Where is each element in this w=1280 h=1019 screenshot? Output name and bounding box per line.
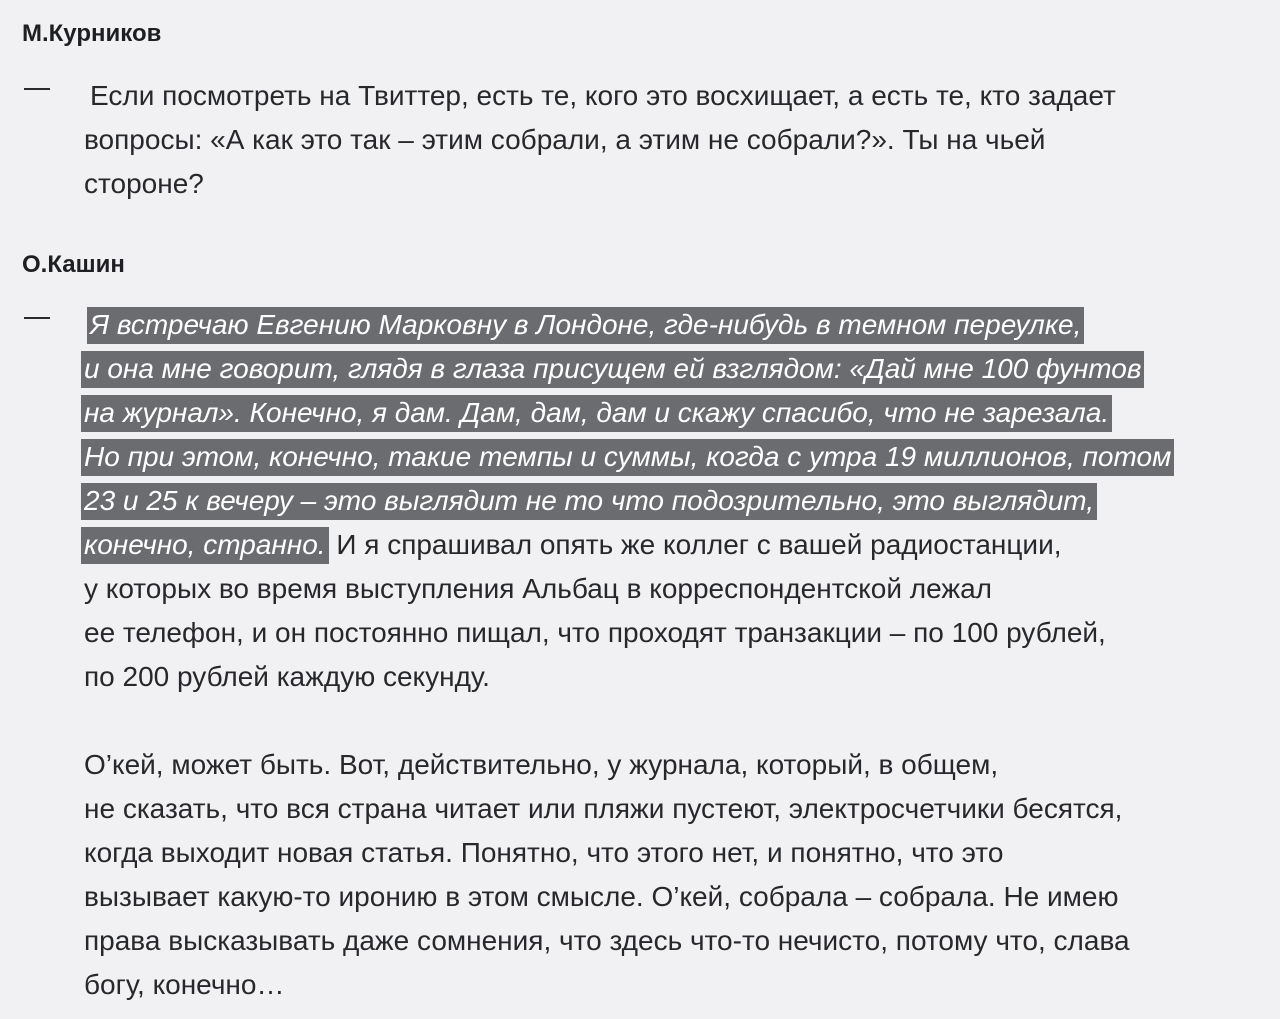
text-line: вызывает какую-то иронию в этом смысле. О’кей, собрала – собрала. Не имею bbox=[84, 881, 1119, 912]
text-line: О’кей, может быть. Вот, действительно, у журнала, который, в общем, bbox=[84, 749, 999, 780]
text-line: вопросы: «А как это так – этим собрали, а этим не собрали?». Ты на чьей bbox=[84, 124, 1046, 155]
text-line: права высказывать даже сомнения, что здесь что-то нечисто, потому что, слава bbox=[84, 925, 1130, 956]
speaker-name-kurnikov: М.Курников bbox=[22, 20, 162, 47]
reply-text-kashin bbox=[84, 303, 1174, 699]
highlighted-quote: 23 и 25 к вечеру – это выглядит не то что подозрительно, это выглядит, bbox=[81, 483, 1097, 520]
reply-paragraph-kashin-2 bbox=[84, 743, 1130, 1007]
text-line: не сказать, что вся страна читает или пляжи пустеют, электросчетчики бесятся, bbox=[84, 793, 1123, 824]
text-line bbox=[84, 391, 1174, 435]
highlighted-quote: и она мне говорит, глядя в глаза присущем ей взглядом: «Дай мне 100 фунтов bbox=[81, 351, 1144, 388]
text-line bbox=[84, 303, 1174, 347]
highlighted-quote: Я встречаю Евгению Марковну в Лондоне, где-нибудь в темном переулке, bbox=[87, 307, 1084, 344]
text-line bbox=[84, 479, 1174, 523]
continuation-text: И я спрашивал опять же коллег с вашей радиостанции, bbox=[328, 529, 1062, 560]
text-line: когда выходит новая статья. Понятно, что этого нет, и понятно, что это bbox=[84, 837, 1004, 868]
text-line bbox=[84, 523, 1174, 567]
text-line: у которых во время выступления Альбац в корреспондентской лежал bbox=[84, 573, 993, 604]
highlighted-quote: Но при этом, конечно, такие темпы и суммы, когда с утра 19 миллионов, потом bbox=[81, 439, 1174, 476]
highlighted-quote: конечно, странно. bbox=[81, 527, 329, 564]
reply-dash bbox=[24, 88, 50, 90]
text-line: Если посмотреть на Твиттер, есть те, кого это восхищает, а есть те, кто задает bbox=[90, 80, 1116, 111]
reply-dash bbox=[24, 317, 50, 319]
reply-text-kurnikov bbox=[84, 74, 1116, 206]
highlighted-quote: на журнал». Конечно, я дам. Дам, дам, дам и скажу спасибо, что не зарезала. bbox=[81, 395, 1112, 432]
text-line: стороне? bbox=[84, 168, 204, 199]
text-line bbox=[84, 347, 1174, 391]
text-line: богу, конечно… bbox=[84, 969, 285, 1000]
text-line: по 200 рублей каждую секунду. bbox=[84, 661, 490, 692]
text-line bbox=[84, 435, 1174, 479]
speaker-name-kashin: О.Кашин bbox=[22, 251, 125, 278]
text-line: ее телефон, и он постоянно пищал, что проходят транзакции – по 100 рублей, bbox=[84, 617, 1106, 648]
